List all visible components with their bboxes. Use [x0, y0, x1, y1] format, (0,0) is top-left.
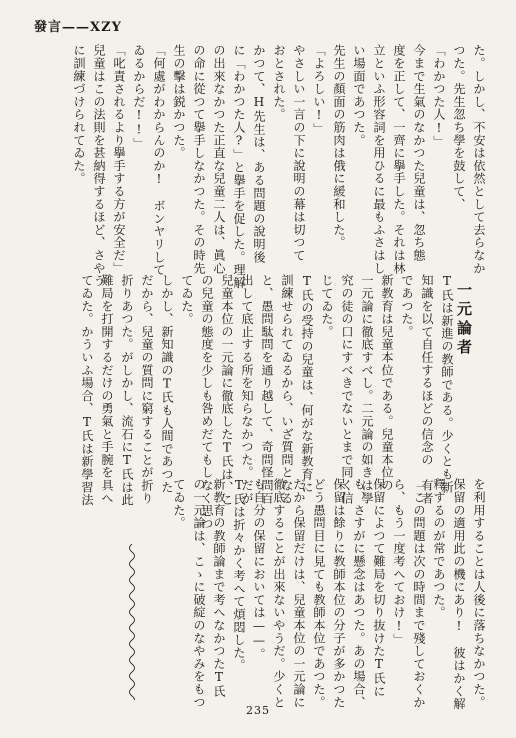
upper-line-21: に訓練づけられてゐた。 — [72, 44, 86, 185]
lower-line-5: ら、もう一度考へておけ!」 — [392, 478, 406, 647]
upper-line-5: 度を正して、一齊に擧手した。それは林 — [392, 44, 406, 275]
middle-line-11: 出して底止する所を知らなかつた。だが — [240, 274, 254, 505]
upper-line-2: つた。先生忽ち學を鼓して、 — [452, 44, 466, 211]
middle-line-5: 一元論に徹底すべし。二元論の如きは學 — [360, 274, 374, 505]
upper-line-6: 立といふ形容詞を用ひるに最もふさはし — [372, 44, 386, 275]
page-number: 235 — [246, 704, 270, 717]
lower-line-9: どう愚問目に見ても教師本位であつた。 — [312, 478, 326, 709]
upper-line-7: い場面であつた。 — [352, 44, 366, 147]
lower-line-2: 保留の適用此の機にあり! 彼はかく解 — [452, 478, 466, 711]
lower-line-1: を利用することは人後に落ちなかつた。 — [472, 478, 486, 709]
upper-line-18: ゐるからだ!!」 — [132, 44, 146, 150]
middle-line-16: だから、兒童の質問に窮することが折り — [140, 274, 154, 505]
lower-line-12: も自分の保留においては——。 — [252, 478, 266, 661]
section-title: 一元論者 — [455, 282, 473, 358]
middle-line-13: の兒童の態度を少しも咎めだてもしなく思つ — [200, 274, 214, 530]
middle-line-7: じてゐた。 — [320, 274, 334, 338]
lower-line-16: てゐた。 — [172, 478, 186, 530]
lower-line-14: 新教育の教師論まで考へなかつたT氏 — [212, 478, 226, 698]
middle-line-19: てゐた。かういふ場合、T氏は新學習法 — [80, 274, 94, 507]
middle-line-17: 折りあつた。がしかし、流石にT氏は此 — [120, 274, 134, 507]
middle-line-8: T氏の受持の兒童は、何がな新教育に — [300, 274, 314, 494]
upper-line-13: に「わかつた人?」と擧手を促した。理解 — [232, 44, 246, 289]
lower-line-11: 徹底することが出來ないやうだ。少くと — [272, 478, 286, 709]
upper-line-1: た。しかし、不安は依然として去らなか — [472, 44, 486, 275]
running-header: 發言——XZY — [34, 20, 122, 35]
upper-line-11: おとされた。 — [272, 44, 286, 121]
lower-line-6: 保留によつて難局を切り抜けたT氏に — [372, 478, 386, 698]
upper-line-14: の出來なかつた正直な兒童二人は、眞心 — [212, 44, 226, 275]
lower-line-13: T氏は折々かく考へて煩悶した。 — [232, 478, 246, 672]
upper-line-4: 今まで生氣のなかつた兒童は、忽ち態 — [412, 44, 426, 262]
middle-line-10: と、愚問駄問を通り越して、奇問怪問百 — [260, 274, 274, 505]
upper-line-19: 「叱責されるより擧手する方が安全だ」 — [112, 44, 126, 275]
upper-line-9: 「よろしい!」 — [312, 44, 326, 136]
middle-line-14: てゐた。 — [180, 274, 194, 326]
lower-line-10: だから保留だけは、兒童本位の一元論に — [292, 478, 306, 709]
middle-line-3: であつた。 — [400, 274, 414, 338]
middle-line-12: 兒童本位の一元論に徹底したT氏は、こ — [220, 274, 234, 507]
upper-line-17: 「何處がわからんのか! ボンヤリして — [152, 44, 166, 277]
middle-line-1: T氏は新進の教師である。少くとも新 — [440, 274, 454, 494]
lower-line-15: の一元論は、こゝに破綻のなやみをもつ — [192, 478, 206, 709]
lower-line-3: 釋するのが常であつた。 — [432, 478, 446, 619]
lower-line-4: 「この問題は次の時間まで殘しておくか — [412, 478, 426, 709]
upper-line-16: 生の擊は鋭かつた。 — [172, 44, 186, 160]
upper-line-15: の命に從つて擧手しなかつた。その時先 — [192, 44, 206, 275]
middle-line-4: 新教育は兒童本位である。兒童本位の — [380, 274, 394, 492]
lower-line-7: も、さすがに懸念はあつた。あの場合、 — [352, 478, 366, 709]
upper-line-20: 兒童はこの法則を甚納得するほど、さやう — [92, 44, 106, 288]
upper-line-3: 「わかつた人!」 — [432, 44, 446, 149]
upper-line-10: やさしい一言の下に說明の幕は切つて — [292, 44, 306, 262]
upper-line-8: 先生の顏面の筋肉は俄に緩和した。 — [332, 44, 346, 249]
upper-line-12: かつて、H先生は、ある問題の說明後 — [252, 44, 266, 264]
wavy-divider — [124, 544, 140, 700]
middle-line-18: 難局を打開するだけの勇氣と手腕を具へ — [100, 274, 114, 505]
middle-line-9: 訓練せられてゐるから、いざ質問となる — [280, 274, 294, 505]
middle-line-15: しかし、新知識のT氏も人間であつた — [160, 274, 174, 494]
lower-line-8: 保留は餘りに教師本位の分子が多かつた — [332, 478, 346, 709]
middle-line-6: 究の徒の口にすべきでないとまで同く信 — [340, 274, 354, 505]
middle-line-2: 知識を以て自任するほどの信念の 有者 — [420, 274, 434, 505]
